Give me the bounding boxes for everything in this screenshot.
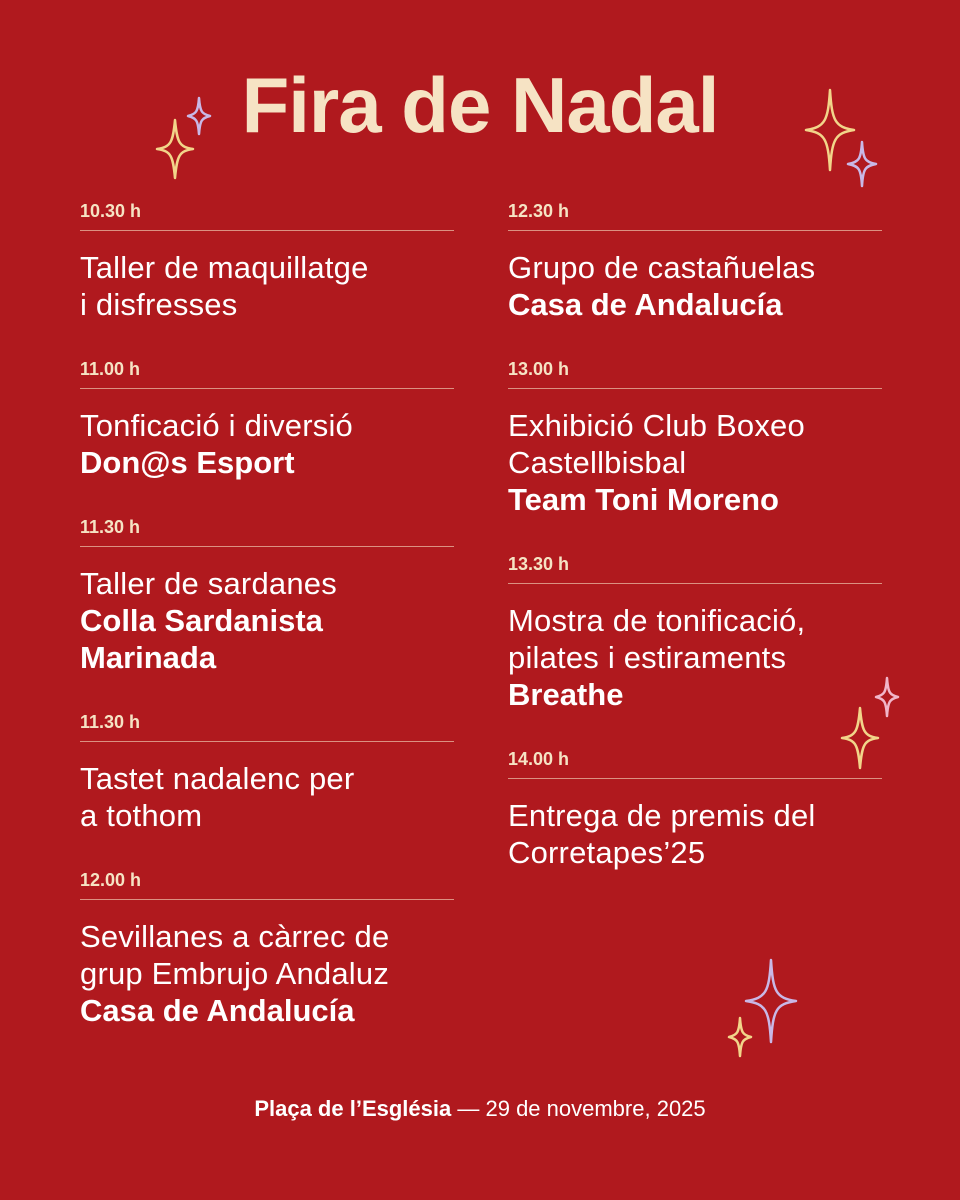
schedule-event [508,200,882,358]
event-description: grup Embrujo Andaluz [80,956,390,991]
event-time: 11.30 h [80,517,141,537]
event-description: Sevillanes a càrrec de [80,919,390,954]
divider [80,899,454,900]
footer-place: Plaça de l’Església [254,1096,452,1121]
divider [508,778,882,779]
schedule-event [508,358,882,553]
schedule-event [80,200,454,358]
schedule-event [508,553,882,748]
event-description: Exhibició Club Boxeo [508,408,805,443]
event-time: 13.00 h [508,359,570,379]
footer [0,1096,960,1122]
event-time: 10.30 h [80,201,142,221]
event-time: 13.30 h [508,554,570,574]
divider [508,583,882,584]
event-description: a tothom [80,798,203,833]
footer-separator: — [457,1096,480,1121]
event-organizer: Colla Sardanista [80,603,323,638]
event-organizer: Casa de Andalucía [508,287,783,322]
event-description: Entrega de premis del [508,798,816,833]
event-organizer: Team Toni Moreno [508,482,779,517]
event-description: Grupo de castañuelas [508,250,816,285]
event-organizer: Don@s Esport [80,445,295,480]
page-title: Fira de Nadal [241,61,719,149]
schedule-event [80,358,454,516]
event-description: Taller de sardanes [80,566,337,601]
sparkle-icon [727,1016,753,1058]
sparkle-icon [186,96,212,136]
sparkle-icon [846,140,878,188]
divider [508,388,882,389]
schedule-right-column [508,200,882,906]
divider [508,230,882,231]
event-description: Tonficació i diversió [80,408,353,443]
schedule-event [80,711,454,869]
divider [80,741,454,742]
event-time: 11.00 h [80,359,141,379]
event-time: 12.30 h [508,201,570,221]
event-description: pilates i estiraments [508,640,787,675]
event-organizer: Marinada [80,640,217,675]
event-time: 14.00 h [508,749,570,769]
event-time: 12.00 h [80,870,142,890]
schedule-event [80,869,454,1064]
schedule-event [80,516,454,711]
event-description: Corretapes’25 [508,835,706,870]
event-description: Mostra de tonificació, [508,603,806,638]
divider [80,230,454,231]
event-organizer: Breathe [508,677,624,712]
event-organizer: Casa de Andalucía [80,993,355,1028]
event-description: Castellbisbal [508,445,687,480]
event-description: Tastet nadalenc per [80,761,355,796]
schedule-left-column [80,200,454,1064]
event-description: i disfresses [80,287,238,322]
event-time: 11.30 h [80,712,141,732]
footer-date: 29 de novembre, 2025 [485,1096,706,1121]
schedule-event [508,748,882,906]
divider [80,546,454,547]
divider [80,388,454,389]
event-description: Taller de maquillatge [80,250,369,285]
